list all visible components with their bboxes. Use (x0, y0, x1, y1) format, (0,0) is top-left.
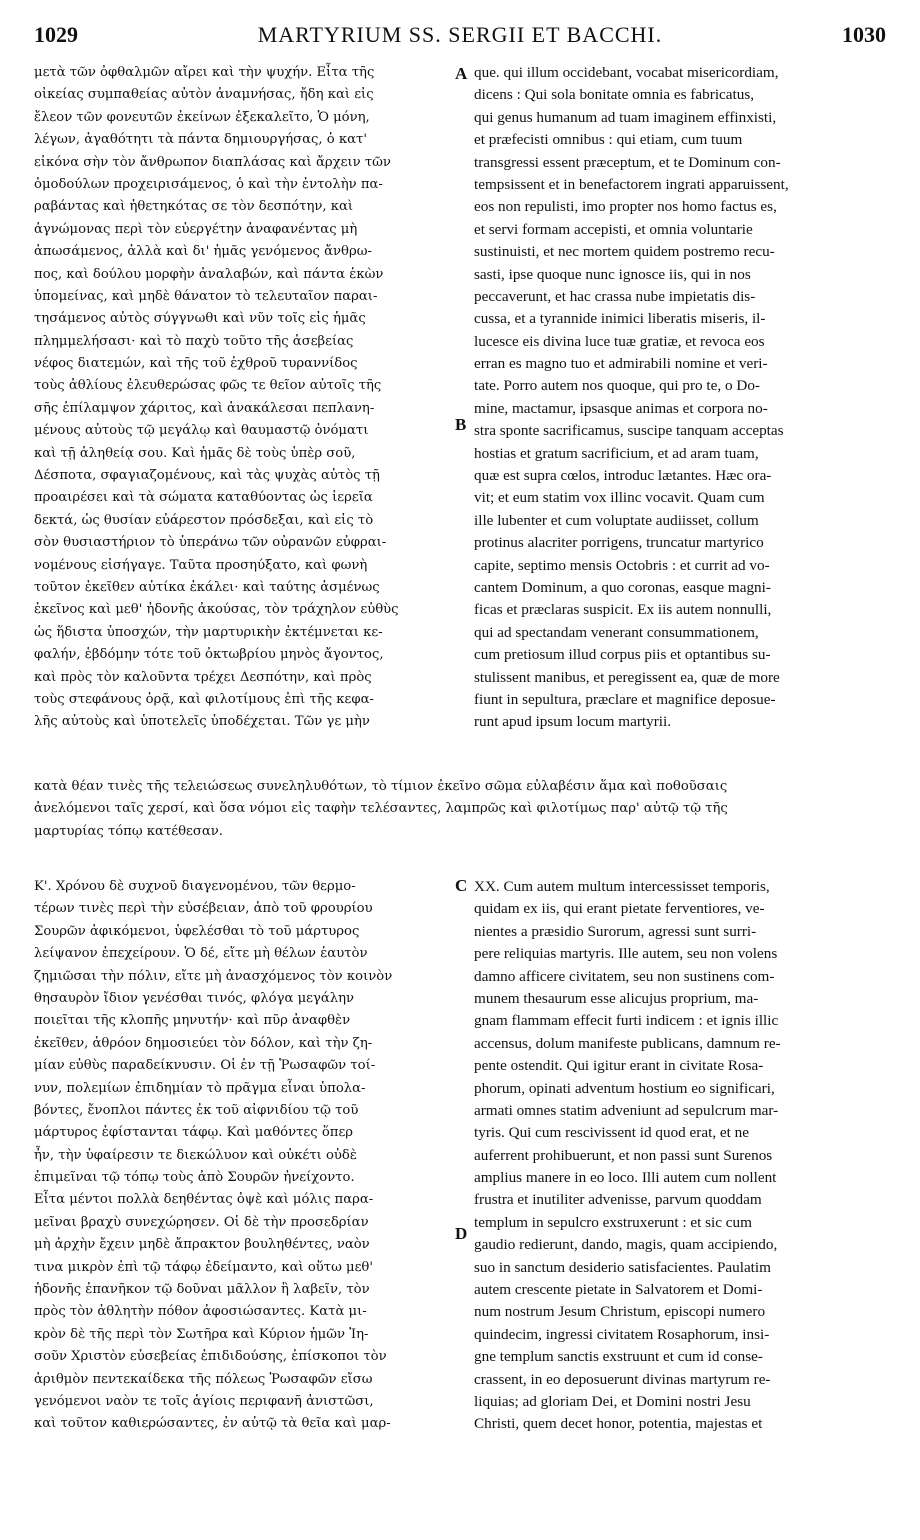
text-line: tyris. Qui cum rescivissent id quod erat, et ne (474, 1124, 749, 1142)
text-line: ὡς ἥδιστα ὑποσχών, τὴν μαρτυρικὴν ἐκτέμνεται κε- (34, 624, 383, 640)
text-line: καὶ τῇ ἀληθείᾳ σου. Καὶ ἡμᾶς δὲ τοὺς ὑπὲρ σοῦ, (34, 445, 356, 461)
page-number-left: 1029 (34, 22, 78, 47)
text-line: λέγων, ἀγαθότητι τὰ πάντα δημιουργήσας, ὁ κατ' (34, 132, 367, 148)
text-line: μαρτυρίας τόπῳ κατέθεσαν. (34, 823, 223, 839)
text-line: vit; et eum statim vox illinc vocavit. Quam cum (474, 489, 765, 507)
text-line: ἔλεον τῶν φονευτῶν ἐκείνων ἐξεκαλεῖτο, Ὁ μόνη, (34, 109, 370, 125)
greek-column-top (34, 62, 454, 734)
text-line: φαλήν, ἑβδόμην τότε τοῦ ὀκτωβρίου μηνὸς ἄγοντος, (34, 647, 384, 663)
text-line: cussa, et a tyrannide inimici liberatis miseris, il- (474, 310, 766, 328)
text-line: stulissent manibus, et peregissent ea, quæ de more (474, 668, 780, 686)
text-line: πλημμελήσασι· καὶ τὸ παχὺ τοῦτο τῆς ἀσεβείας (34, 333, 354, 349)
text-line: qui genus humanum ad tuam imaginem effinxisti, (474, 108, 777, 126)
text-line: θησαυρὸν ἴδιον γενέσθαι τινός, φλόγα μεγάλην (34, 990, 355, 1006)
text-line: stra sponte sacrificamus, suscipe tanquam acceptas (474, 422, 784, 440)
text-line: gaudio redierunt, dando, magis, quam accipiendo, (474, 1236, 778, 1254)
text-line: fiunt in sepultura, præclare et magnifice deposue- (474, 690, 776, 708)
text-line: σὸν θυσιαστήριον τὸ ὑπεράνω τῶν οὐρανῶν εὐφραι- (34, 535, 387, 551)
margin-marker-d: D (455, 1224, 468, 1243)
text-line: mine, mactamur, ipsasque animas et corpora no- (474, 399, 768, 417)
running-title: MARTYRIUM SS. SERGII ET BACCHI. (257, 22, 663, 47)
latin-column-bottom (474, 876, 888, 1436)
text-line: nientes a præsidio Surorum, agressi sunt surri- (474, 922, 757, 940)
text-line: τέρων τινὲς περὶ τὴν εὐσέβειαν, ἀπὸ τοῦ φρουρίου (34, 901, 373, 917)
text-line: pente ostendit. Qui igitur erant in civitate Rosa- (474, 1057, 764, 1075)
text-line: Εἶτα μέντοι πολλὰ δεηθέντας ὀψὲ καὶ μόλις παρα- (34, 1192, 374, 1208)
text-line: νέφος διατεμών, καὶ τῆς τοῦ ἐχθροῦ τυραννίδος (34, 356, 358, 372)
text-line: sustinuisti, et nec mortem quidem postremo recu- (474, 243, 775, 261)
text-line: ille lubenter et cum voluptate audiisset, collum (474, 511, 759, 529)
text-line: ficas et præclaras suspicit. Ex iis autem nonnulli, (474, 601, 772, 619)
text-line: νυν, πολεμίων ἐπιδημίαν τὸ πρᾶγμα εἶναι ὑπολα- (34, 1080, 366, 1096)
text-line: quidam ex iis, qui erant pietate ferventiores, ve- (474, 900, 765, 918)
text-line: εἰκόνα σὴν τὸν ἄνθρωπον διαπλάσας καὶ ἄρχειν τῶν (34, 154, 391, 170)
text-line: ραβάντας καὶ ἠθετηκότας σε τὸν δεσπότην, καὶ (34, 199, 354, 215)
text-line: τησάμενος αὐτὸς σύγγνωθι καὶ νῦν τοῖς εἰς ἡμᾶς (34, 311, 366, 327)
text-line: λῆς αὐτοὺς καὶ ὑποτελεῖς ὑποδέχεται. Τῶν γε μὴν (34, 714, 370, 730)
text-line: μένους αὐτοὺς τῷ μεγάλῳ καὶ θαυμαστῷ ὀνόματι (34, 423, 369, 439)
text-line: μὴ ἀρχὴν ἔχειν μηδὲ ἄπρακτον βουληθέντες, ναὸν (34, 1237, 370, 1253)
text-line: gnam flammam effecit furti indicem : et ignis illic (474, 1012, 779, 1030)
text-line: autem crescente pietate in Salvatorem et Domi- (474, 1281, 763, 1299)
text-line: que. qui illum occidebant, vocabat misericordiam, (474, 64, 779, 81)
text-line: κρὸν δὲ τῆς περὶ τὸν Σωτῆρα καὶ Κύριον ἡμῶν Ἰη- (34, 1326, 369, 1342)
text-line: runt apud ipsum locum martyrii. (474, 713, 671, 731)
text-line: σοῦν Χριστὸν εὐσεβείας ἐπιδιδούσης, ἐπίσκοποι τὸν (34, 1349, 387, 1365)
text-line: cum pretiosum illud corpus piis et optantibus su- (474, 646, 771, 664)
text-line: τοῦτον ἐκεῖθεν αὐτίκα ἐκάλει· καὶ ταύτης ἀσμένως (34, 579, 380, 595)
text-line: armati omnes statim adveniunt ad sepulcrum mar- (474, 1101, 779, 1119)
text-line: phorum, opinati adventum hostium eo significari, (474, 1079, 775, 1097)
text-line: liquias; ad gloriam Dei, et Domini nostri Jesu (474, 1392, 751, 1410)
text-line: sasti, ipse quoque nunc ignosce iis, qui in nos (474, 265, 751, 283)
text-line: Σουρῶν ἀφικόμενοι, ὑφελέσθαι τὸ τοῦ μάρτυρος (34, 923, 360, 939)
text-line: ἀπωσάμενος, ἀλλὰ καὶ δι' ἡμᾶς γενόμενος ἄνθρω- (34, 244, 372, 260)
text-line: Δέσποτα, σφαγιαζομένους, καὶ τὰς ψυχὰς αὐτὸς τῇ (34, 468, 380, 484)
text-line: Christi, quem decet honor, potentia, majestas et (474, 1415, 763, 1433)
text-line: λείψανον ἐπεχείρουν. Ὁ δέ, εἴτε μὴ θέλων ἑαυτὸν (34, 946, 368, 962)
text-line: ἦν, τὴν ὑφαίρεσιν τε διεκώλυον καὶ οὐκέτι οὐδὲ (34, 1147, 357, 1163)
text-line: auferrent prohibuerunt, et non passi sunt Surenos (474, 1146, 773, 1164)
text-line: tempsissent et in benefactorem ingrati apparuissent, (474, 175, 789, 193)
text-line: et servi formam accepisti, et omnia voluntarie (474, 220, 753, 238)
text-line: οἰκείας συμπαθείας αὐτὸν ἀναμνήσας, ἤδη καὶ εἰς (34, 87, 374, 103)
text-line: ὁμοδούλων προχειρισάμενος, ὁ καὶ τὴν ἐντολὴν πα- (34, 176, 383, 192)
margin-marker-b: B (455, 415, 467, 434)
text-line: crassent, in eo deposuerunt divinas martyrum re- (474, 1370, 771, 1388)
text-line: quindecim, ingressi civitatem Rosaphorum, insi- (474, 1325, 770, 1343)
text-line: μίαν εὐθὺς παραδείκνυσιν. Οἱ ἐν τῇ Ῥωσαφῶν τοί- (34, 1058, 376, 1074)
text-line: μεῖναι βραχὺ συνεχώρησεν. Οἱ δὲ τὴν προσεδρίαν (34, 1214, 369, 1230)
text-line: Κ'. Χρόνου δὲ συχνοῦ διαγενομένου, τῶν θερμο- (34, 879, 356, 894)
margin-marker-a: A (455, 64, 468, 83)
text-line: τινα μικρὸν ἐπὶ τῷ τάφῳ ἐδείμαντο, καὶ οὕτω μεθ' (34, 1259, 373, 1275)
text-line: qui ad spectandam venerant consummationem, (474, 623, 759, 641)
text-line: eos non repulisti, imo propter nos homo factus es, (474, 198, 777, 216)
margin-marker-c: C (455, 876, 468, 895)
text-line: dicens : Qui sola bonitate omnia es fabricatus, (474, 86, 755, 104)
text-line: ποιεῖται τῆς κλοπῆς μηνυτήν· καὶ πῦρ ἀναφθὲν (34, 1013, 351, 1029)
text-line: νομένους εἰσήγαγε. Ταῦτα προσηύξατο, καὶ φωνὴ (34, 557, 368, 573)
text-line: pere reliquias martyris. Ille autem, seu non volens (474, 945, 778, 963)
text-line: μετὰ τῶν ὀφθαλμῶν αἴρει καὶ τὴν ψυχήν. Εἶτα τῆς (34, 65, 375, 80)
text-line: cantem Dominum, a quo coronas, easque magni- (474, 578, 771, 596)
text-line: capite, septimo mensis Octobris : et currit ad vo- (474, 556, 770, 574)
text-line: πος, καὶ δούλου μορφὴν ἀναλαβών, καὶ πάντα ἑκὼν (34, 266, 384, 282)
text-line: ζημιῶσαι τὴν πόλιν, εἴτε μὴ ἀνασχόμενος τὸν κοινὸν (34, 968, 393, 984)
text-line: num nostrum Jesum Christum, episcopi numero (474, 1303, 766, 1321)
page-number-right: 1030 (842, 22, 886, 47)
text-line: ἐκεῖνος καὶ μεθ' ἡδονῆς ἀκούσας, τὸν τράχηλον εὐθὺς (34, 602, 399, 618)
text-line: ἀγνώμονας περὶ τὸν εὐεργέτην ἀναφανέντας μὴ (34, 221, 358, 237)
text-line: erran es magno tuo et admirabili nomine et veri- (474, 355, 768, 373)
text-line: et præfecisti omnibus : qui etiam, cum tuum (474, 131, 743, 149)
text-line: δεκτά, ὡς θυσίαν εὐάρεστον πρόσδεξαι, καὶ εἰς τὸ (34, 512, 374, 528)
text-line: accensus, dolum manifeste publicans, damnum re- (474, 1034, 781, 1052)
text-line: ἐπιμεῖναι τῷ τόπῳ τοὺς ἀπὸ Σουρῶν ἠνείχοντο. (34, 1170, 355, 1186)
text-line: καὶ πρὸς τὸν καλοῦντα τρέχει Δεσπότην, καὶ πρὸς (34, 669, 372, 685)
page-header (34, 22, 886, 58)
text-line: ἀριθμὸν πεντεκαίδεκα τῆς πόλεως Ῥωσαφῶν εἴσω (34, 1371, 373, 1387)
text-line: transgressi essent præceptum, et te Dominum con- (474, 153, 781, 171)
text-line: XX. Cum autem multum intercessisset temporis, (474, 878, 770, 895)
text-line: suo in sanctum desiderio satisfacientes. Paulatim (474, 1258, 771, 1276)
greek-column-bottom (34, 876, 454, 1436)
text-line: μάρτυρος ἐφίστανται τάφῳ. Καὶ μαθόντες ὅπερ (34, 1125, 354, 1141)
text-line: quæ est supra cœlos, introduc lætantes. Hæc ora- (474, 467, 772, 485)
text-line: peccaverunt, et hac crassa nube impietatis dis- (474, 287, 756, 305)
text-line: ἡδονῆς ἐπανῆκον τῷ δοῦναι μᾶλλον ἢ λαβεῖν, τὸν (34, 1282, 370, 1298)
text-line: lucesce eis divina luce tuæ gratiæ, et revoca eos (474, 332, 765, 350)
text-line: ἐκεῖθεν, ἀθρόον δημοσιεύει τὸν δόλον, καὶ τὴν ζη- (34, 1035, 373, 1051)
text-line: βόντες, ἔνοπλοι πάντες ἐκ τοῦ αἰφνιδίου τῷ τοῦ (34, 1102, 359, 1118)
text-line: amplius manere in eo loco. Illi autem cum nollent (474, 1169, 777, 1187)
text-line: tate. Porro autem nos quoque, qui pro te, o Do- (474, 377, 760, 395)
text-line: frustra et inutiliter advenisse, parvum quoddam (474, 1191, 762, 1209)
latin-column-top (474, 62, 888, 734)
text-line: καὶ τοῦτον καθιερώσαντες, ἐν αὐτῷ τὰ θεῖα καὶ μαρ- (34, 1416, 391, 1432)
text-line: κατὰ θέαν τινὲς τῆς τελειώσεως συνεληλυθότων, τὸ τίμιον ἐκεῖνο σῶμα εὐλαβέσιν ἅμα καὶ ποθοῦσαις (34, 779, 728, 794)
text-line: τοὺς ἀθλίους ἐλευθερώσας φῶς τε θεῖον αὐτοῖς τῆς (34, 378, 382, 394)
text-line: munem thesaurum esse alicujus proprium, ma- (474, 989, 759, 1007)
text-line: πρὸς τὸν ἀθλητὴν πόθον ἀφοσιώσαντες. Κατὰ μι- (34, 1304, 367, 1320)
text-line: damno afficere civitatem, seu non sustinens com- (474, 967, 775, 985)
text-line: templum in sepulcro exstruxerunt : et sic cum (474, 1213, 752, 1231)
text-line: ἀνελόμενοι ταῖς χερσί, καὶ ὅσα νόμοι εἰς ταφὴν τελέσαντες, λαμπρῶς καὶ φιλοτίμως παρ' αὐτῷ τῷ τῆς (34, 801, 728, 817)
text-line: σῆς ἐπίλαμψον χάριτος, καὶ ἀνακάλεσαι πεπλανη- (34, 400, 375, 416)
text-line: τοὺς στεφάνους ὁρᾷ, καὶ φιλοτίμους ἐπὶ τῆς κεφα- (34, 691, 374, 707)
text-line: γενόμενοι ναὸν τε τοῖς ἁγίοις περιφανῆ ἀνιστῶσι, (34, 1393, 374, 1409)
text-line: ὑπομείνας, καὶ μηδὲ θάνατον τὸ τελευταῖον παραι- (34, 288, 378, 304)
text-line: protinus alacriter porrigens, truncatur martyrico (474, 534, 764, 552)
text-line: hostias et gratum sacrificium, et ad aram tuam, (474, 444, 759, 462)
greek-full-width-passage (34, 776, 886, 843)
text-line: gne templum sanctis exstruunt et cum id conse- (474, 1348, 763, 1366)
text-line: προαιρέσει καὶ τὰ σώματα καταθύοντας ὡς ἱερεῖα (34, 490, 373, 506)
